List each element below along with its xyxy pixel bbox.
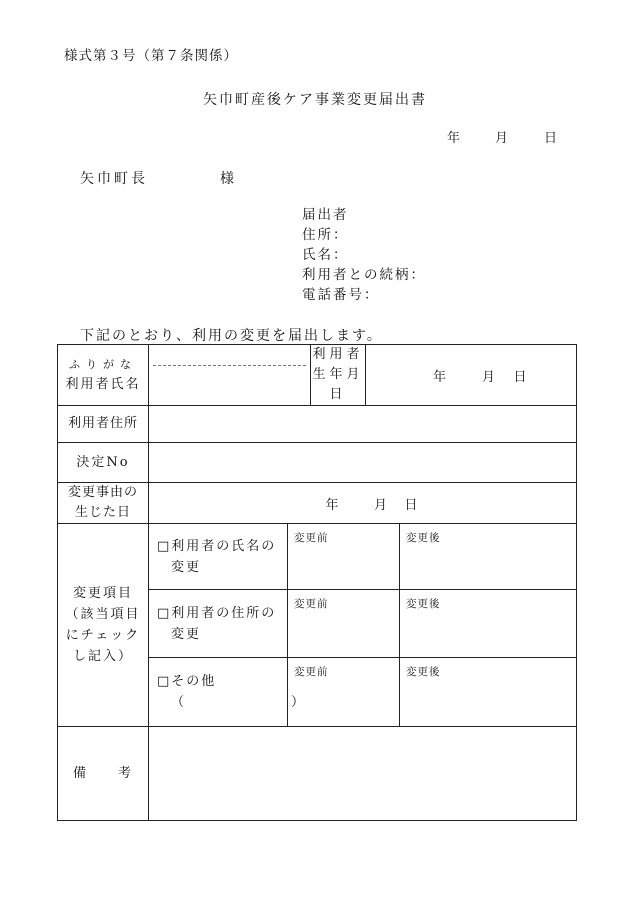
user-name-label: 利用者氏名	[65, 377, 141, 392]
birth-month-label: 月	[481, 369, 495, 385]
option-other-line1: □その他	[157, 674, 217, 689]
notifier-relationship: 利用者との続柄：	[302, 267, 426, 283]
addressee: 矢巾町長	[80, 171, 148, 187]
user-name-field[interactable]	[149, 345, 311, 406]
name-before-field[interactable]: 変更前	[288, 524, 400, 590]
furigana-label: ふりがな	[69, 358, 137, 371]
change-date-label-1: 変更事由の	[67, 485, 138, 500]
change-form-table	[57, 344, 577, 821]
notifier-name: 氏名：	[302, 247, 349, 263]
birthdate-label-2: 生年月日	[312, 367, 364, 402]
remarks-label: 備 考	[58, 727, 149, 821]
change-year-label: 年	[325, 497, 339, 513]
change-items-label-1: 変更項目	[72, 586, 133, 601]
month-label: 月	[495, 131, 509, 146]
change-date-label-cell	[58, 483, 149, 524]
notifier-block	[302, 205, 426, 305]
change-items-label-3: にチェック	[65, 628, 141, 643]
address-before-field[interactable]: 変更前	[288, 590, 400, 658]
notifier-heading: 届出者	[302, 207, 349, 223]
birth-day-label: 日	[513, 369, 527, 385]
user-address-label: 利用者住所	[58, 406, 149, 443]
notifier-address: 住所：	[302, 227, 349, 243]
option-other[interactable]	[149, 658, 307, 727]
birth-year-label: 年	[432, 369, 446, 385]
option-other-line2: （ ）	[171, 695, 307, 710]
submission-date	[447, 127, 557, 146]
notifier-phone: 電話番号：	[302, 287, 380, 303]
year-label: 年	[447, 131, 461, 146]
other-after-field[interactable]: 変更後	[400, 658, 577, 727]
intro-text: 下記のとおり、利用の変更を届出します。	[80, 328, 383, 344]
change-items-label-cell	[58, 524, 149, 727]
decision-no-field[interactable]	[149, 443, 577, 483]
birthdate-label-1: 利用者	[312, 347, 364, 362]
birthdate-label-cell	[311, 345, 366, 406]
option-address-change-line1: □利用者の住所の	[157, 605, 277, 621]
other-before-field[interactable]: 変更前	[288, 658, 400, 727]
option-name-change-line1: □利用者の氏名の	[157, 538, 277, 554]
change-month-label: 月	[373, 497, 387, 513]
birthdate-field[interactable]	[366, 345, 577, 406]
option-address-change[interactable]	[149, 590, 288, 658]
user-name-label-cell	[58, 345, 149, 406]
option-address-change-line2: 変更	[171, 626, 202, 642]
remarks-field[interactable]	[149, 727, 577, 821]
address-after-field[interactable]: 変更後	[400, 590, 577, 658]
change-date-label-2: 生じた日	[74, 505, 131, 520]
day-label: 日	[544, 131, 558, 146]
option-name-change[interactable]	[149, 524, 288, 590]
change-items-label-2: （該当項目	[65, 607, 141, 622]
user-address-field[interactable]	[149, 406, 577, 443]
change-date-field[interactable]	[149, 483, 577, 524]
change-day-label: 日	[404, 497, 418, 513]
change-items-label-4: し記入）	[72, 649, 133, 664]
name-after-field[interactable]: 変更後	[400, 524, 577, 590]
option-name-change-line2: 変更	[171, 559, 202, 575]
furigana-line	[153, 345, 306, 366]
addressee-suffix: 様	[220, 171, 234, 187]
decision-no-label: 決定No	[58, 443, 149, 483]
document-title: 矢巾町産後ケア事業変更届出書	[203, 92, 427, 108]
form-number: 様式第３号（第７条関係）	[64, 48, 238, 64]
